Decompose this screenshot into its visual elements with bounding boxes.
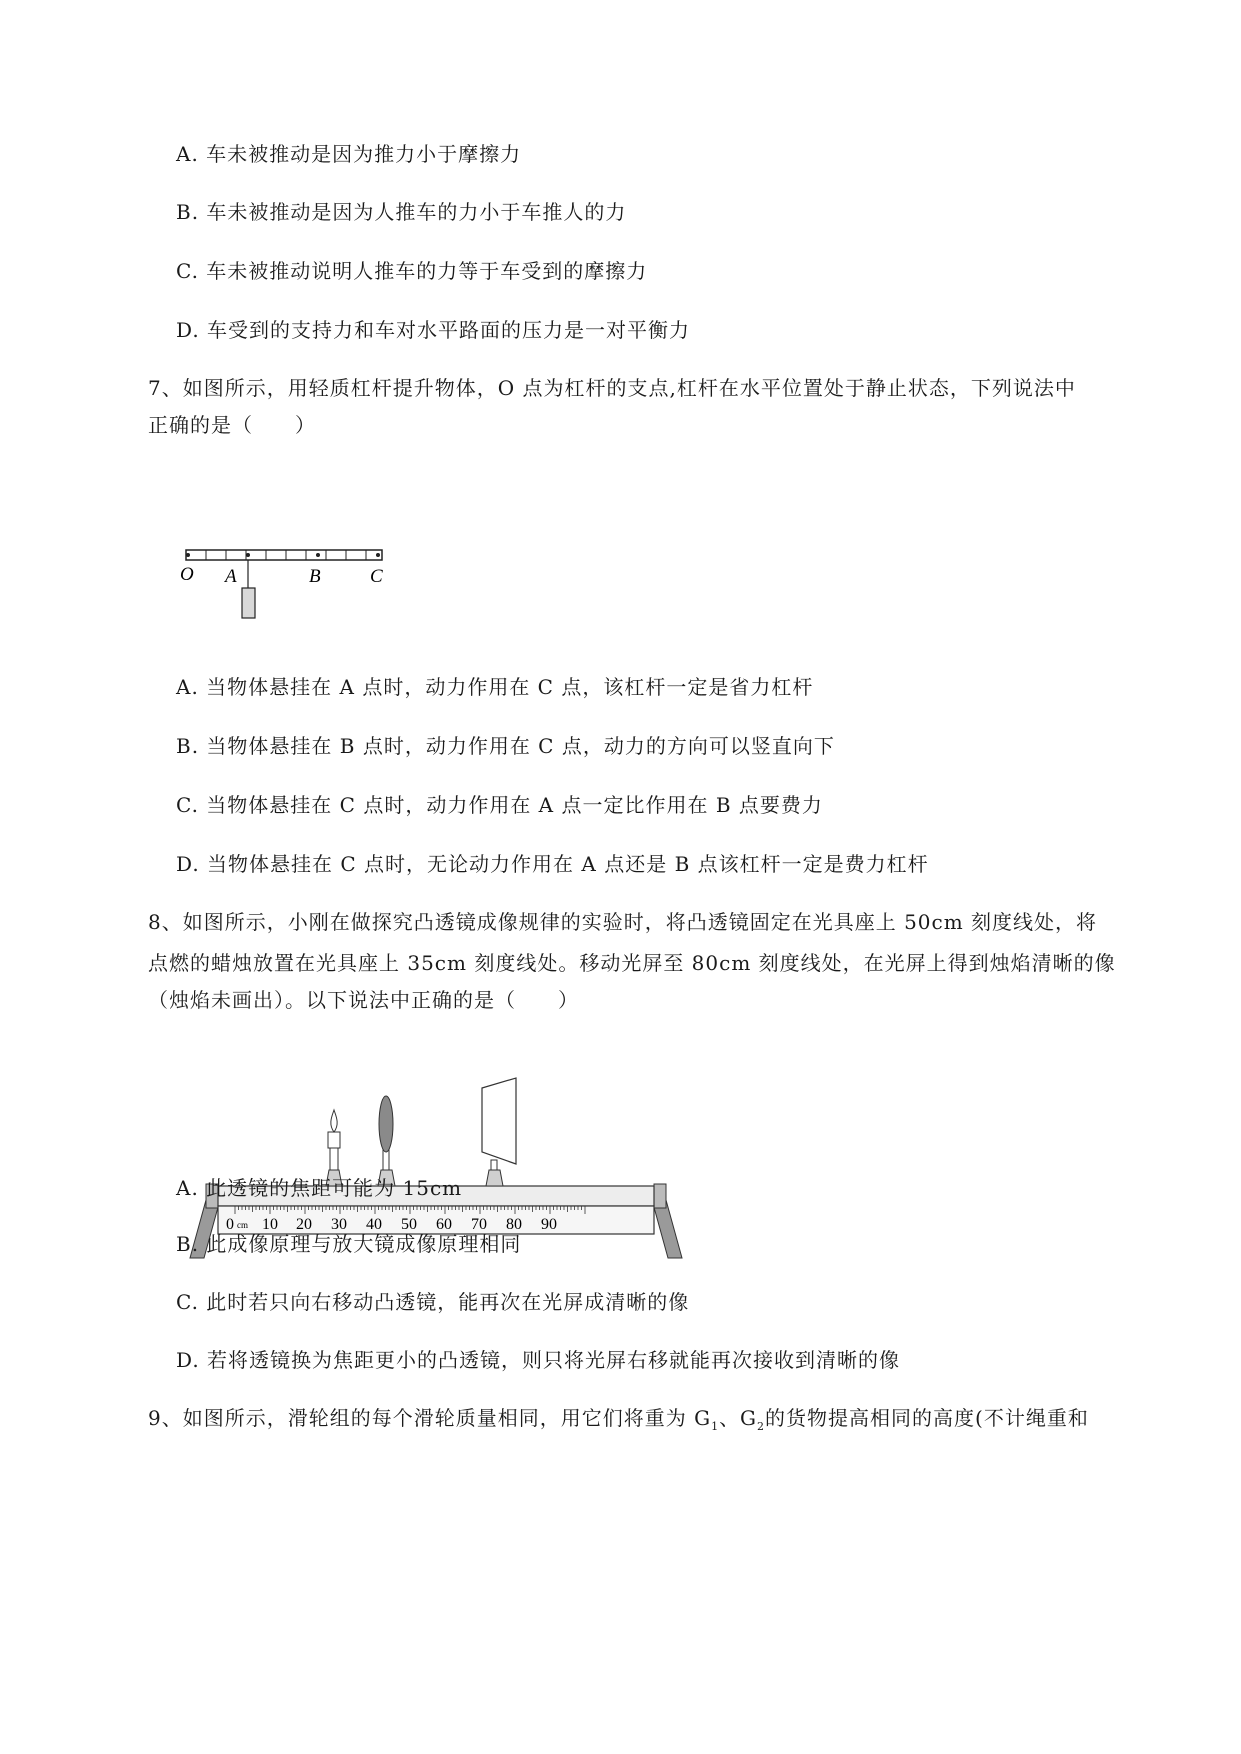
q6-option-a: A. 车未被推动是因为推力小于摩擦力	[176, 142, 522, 166]
candle	[328, 1132, 340, 1148]
ruler-label-80: 80	[506, 1216, 522, 1233]
convex-lens	[379, 1096, 393, 1152]
lever-bar	[186, 550, 382, 560]
q8-stem-line2: 点燃的蜡烛放置在光具座上 35cm 刻度线处。移动光屏至 80cm 刻度线处，在光屏上得到烛焰清晰的像	[148, 951, 1116, 975]
g1-subscript: 1	[711, 1420, 720, 1433]
ruler-unit: cm	[237, 1220, 248, 1230]
q7-option-d: D. 当物体悬挂在 C 点时，无论动力作用在 A 点还是 B 点该杠杆一定是费力杠杆	[176, 852, 929, 876]
q7-stem-line1: 7、如图所示，用轻质杠杆提升物体，O 点为杠杆的支点,杠杆在水平位置处于静止状态，下列说法中	[148, 376, 1076, 400]
right-end-block	[654, 1184, 666, 1208]
point-b	[316, 553, 320, 557]
q7-option-a: A. 当物体悬挂在 A 点时，动力作用在 C 点，该杠杆一定是省力杠杆	[176, 675, 814, 699]
ruler-label-10: 10	[262, 1216, 278, 1233]
ruler-label-20: 20	[296, 1216, 312, 1233]
ruler-label-50: 50	[401, 1216, 417, 1233]
q9-stem	[148, 1404, 1089, 1441]
q8-option-a: A. 此透镜的焦距可能为 15cm	[176, 1176, 463, 1200]
point-c	[376, 553, 380, 557]
ruler-label-30: 30	[331, 1216, 347, 1233]
label-c: C	[370, 566, 383, 587]
ruler-label-90: 90	[541, 1216, 557, 1233]
q8-option-b: B. 此成像原理与放大镜成像原理相同	[176, 1232, 522, 1256]
ruler-zero: 0	[226, 1216, 234, 1233]
ruler-label-60: 60	[436, 1216, 452, 1233]
label-o: O	[180, 564, 194, 585]
q6-option-b: B. 车未被推动是因为人推车的力小于车推人的力	[176, 200, 627, 224]
q8-stem-line1: 8、如图所示，小刚在做探究凸透镜成像规律的实验时，将凸透镜固定在光具座上 50cm 刻度线处，将	[148, 910, 1098, 934]
q9-stem-post: 的货物提高相同的高度(不计绳重和	[765, 1406, 1089, 1430]
lever-diagram	[178, 540, 398, 630]
screen-stem	[491, 1160, 497, 1170]
screen-holder	[486, 1170, 503, 1186]
label-b: B	[309, 566, 321, 587]
candle-stem	[330, 1148, 338, 1170]
lever-divisions	[206, 550, 366, 560]
label-a: A	[225, 566, 237, 587]
light-screen	[482, 1078, 516, 1164]
q8-stem-line3: （烛焰未画出）。以下说法中正确的是（ ）	[148, 988, 579, 1012]
q6-option-c: C. 车未被推动说明人推车的力等于车受到的摩擦力	[176, 259, 648, 283]
ruler-label-40: 40	[366, 1216, 382, 1233]
q9-stem-pre: 9、如图所示，滑轮组的每个滑轮质量相同，用它们将重为 G	[148, 1406, 712, 1430]
pivot-o	[186, 553, 190, 557]
q9-separator: 、G	[719, 1406, 758, 1430]
lens-stem	[383, 1150, 389, 1170]
right-leg	[652, 1200, 682, 1258]
point-a	[246, 553, 250, 557]
q7-option-c: C. 当物体悬挂在 C 点时，动力作用在 A 点一定比作用在 B 点要费力	[176, 793, 823, 817]
hanging-weight	[242, 588, 255, 618]
q7-stem-line2: 正确的是（ ）	[148, 413, 316, 437]
q7-option-b: B. 当物体悬挂在 B 点时，动力作用在 C 点，动力的方向可以竖直向下	[176, 734, 835, 758]
q8-option-c: C. 此时若只向右移动凸透镜，能再次在光屏成清晰的像	[176, 1290, 690, 1314]
ruler-label-70: 70	[471, 1216, 487, 1233]
candle-flame	[331, 1110, 337, 1132]
g2-subscript: 2	[757, 1420, 766, 1433]
lever-figure	[178, 540, 398, 630]
q8-option-d: D. 若将透镜换为焦距更小的凸透镜，则只将光屏右移就能再次接收到清晰的像	[176, 1348, 901, 1372]
q6-option-d: D. 车受到的支持力和车对水平路面的压力是一对平衡力	[176, 318, 691, 342]
